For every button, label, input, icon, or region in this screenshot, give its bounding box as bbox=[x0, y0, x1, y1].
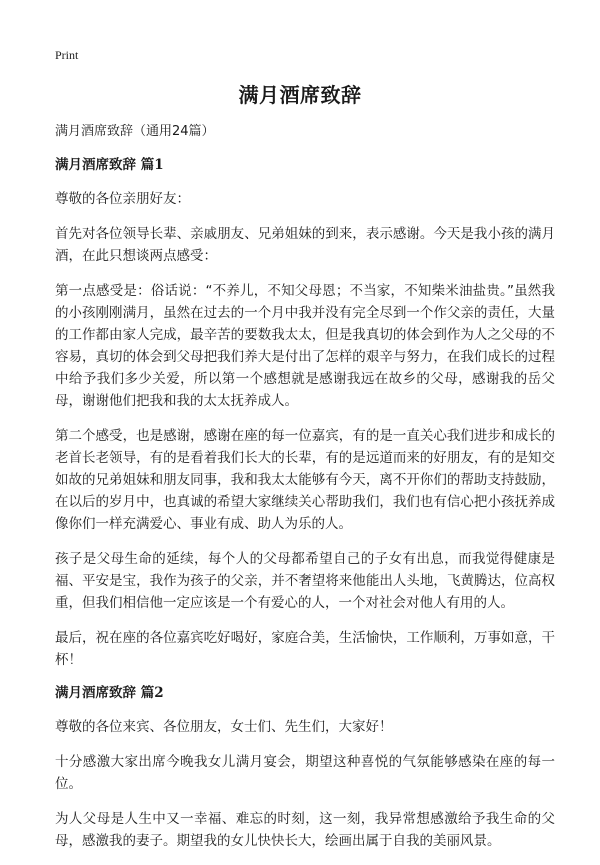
document-body bbox=[55, 122, 555, 865]
print-link[interactable]: Print bbox=[55, 48, 79, 62]
page-title: 满月酒席致辞 bbox=[238, 83, 362, 107]
paragraph: 首先对各位领导长辈、亲戚朋友、兄弟姐妹的到来，表示感谢。今天是我小孩的满月酒，在此只想谈两点感受： bbox=[55, 226, 555, 264]
section-heading: 满月酒席致辞 篇1 bbox=[55, 157, 164, 173]
paragraph: 孩子是父母生命的延续，每个人的父母都希望自己的子女有出息，而我觉得健康是福、平安是宝，我作为孩子的父亲，并不奢望将来他能出人头地，飞黄腾达，位高权重，但我们相信他一定应该是一个有爱心的人，一个对社会对他人有用的人。 bbox=[55, 551, 555, 611]
section-2 bbox=[55, 684, 555, 852]
paragraph: 为人父母是人生中又一幸福、难忘的时刻，这一刻，我异常想感激给予我生命的父母，感激我的妻子。期望我的女儿快快长大，绘画出属于自我的美丽风景。 bbox=[55, 811, 555, 849]
section-heading: 满月酒席致辞 篇2 bbox=[55, 685, 164, 701]
paragraph: 第二个感受，也是感谢，感谢在座的每一位嘉宾，有的是一直关心我们进步和成长的老首长老领导，有的是看着我们长大的长辈，有的是远道而来的好朋友，有的是知交如故的兄弟姐妹和朋友同事，我和我太太能够有今天，离不开你们的帮助支持鼓励，在以后的岁月中，也真诚的希望大家继续关心帮助我们，我们也有信心把小孩抚养成像你们一样充满爱心、事业有成、助人为乐的人。 bbox=[55, 428, 555, 532]
paragraph: 最后，祝在座的各位嘉宾吃好喝好，家庭合美，生活愉快，工作顺利，万事如意，干杯！ bbox=[55, 630, 555, 668]
document-subtitle: 满月酒席致辞（通用24篇） bbox=[55, 124, 215, 139]
paragraph: 十分感激大家出席今晚我女儿满月宴会，期望这种喜悦的气氛能够感染在座的每一位。 bbox=[55, 754, 555, 792]
section-1 bbox=[55, 156, 555, 671]
paragraph: 第一点感受是：俗话说：“不养儿，不知父母恩；不当家，不知柴米油盐贵。”虽然我的小孩刚刚满月，虽然在过去的一个月中我并没有完全尽到一个作父亲的责任，大量的工作都由家人完成，最辛苦的要数我太太，但是我真切的体会到作为人之父母的不容易，真切的体会到父母把我们养大是付出了怎样的艰辛与努力，在我们成长的过程中给予我们多少关爱，所以第一个感想就是感谢我远在故乡的父母，感谢我的岳父母，谢谢他们把我和我的太太抚养成人。 bbox=[55, 283, 555, 409]
paragraph: 尊敬的各位来宾、各位朋友，女士们、先生们，大家好！ bbox=[55, 719, 393, 735]
paragraph: 尊敬的各位亲朋好友： bbox=[55, 191, 190, 207]
